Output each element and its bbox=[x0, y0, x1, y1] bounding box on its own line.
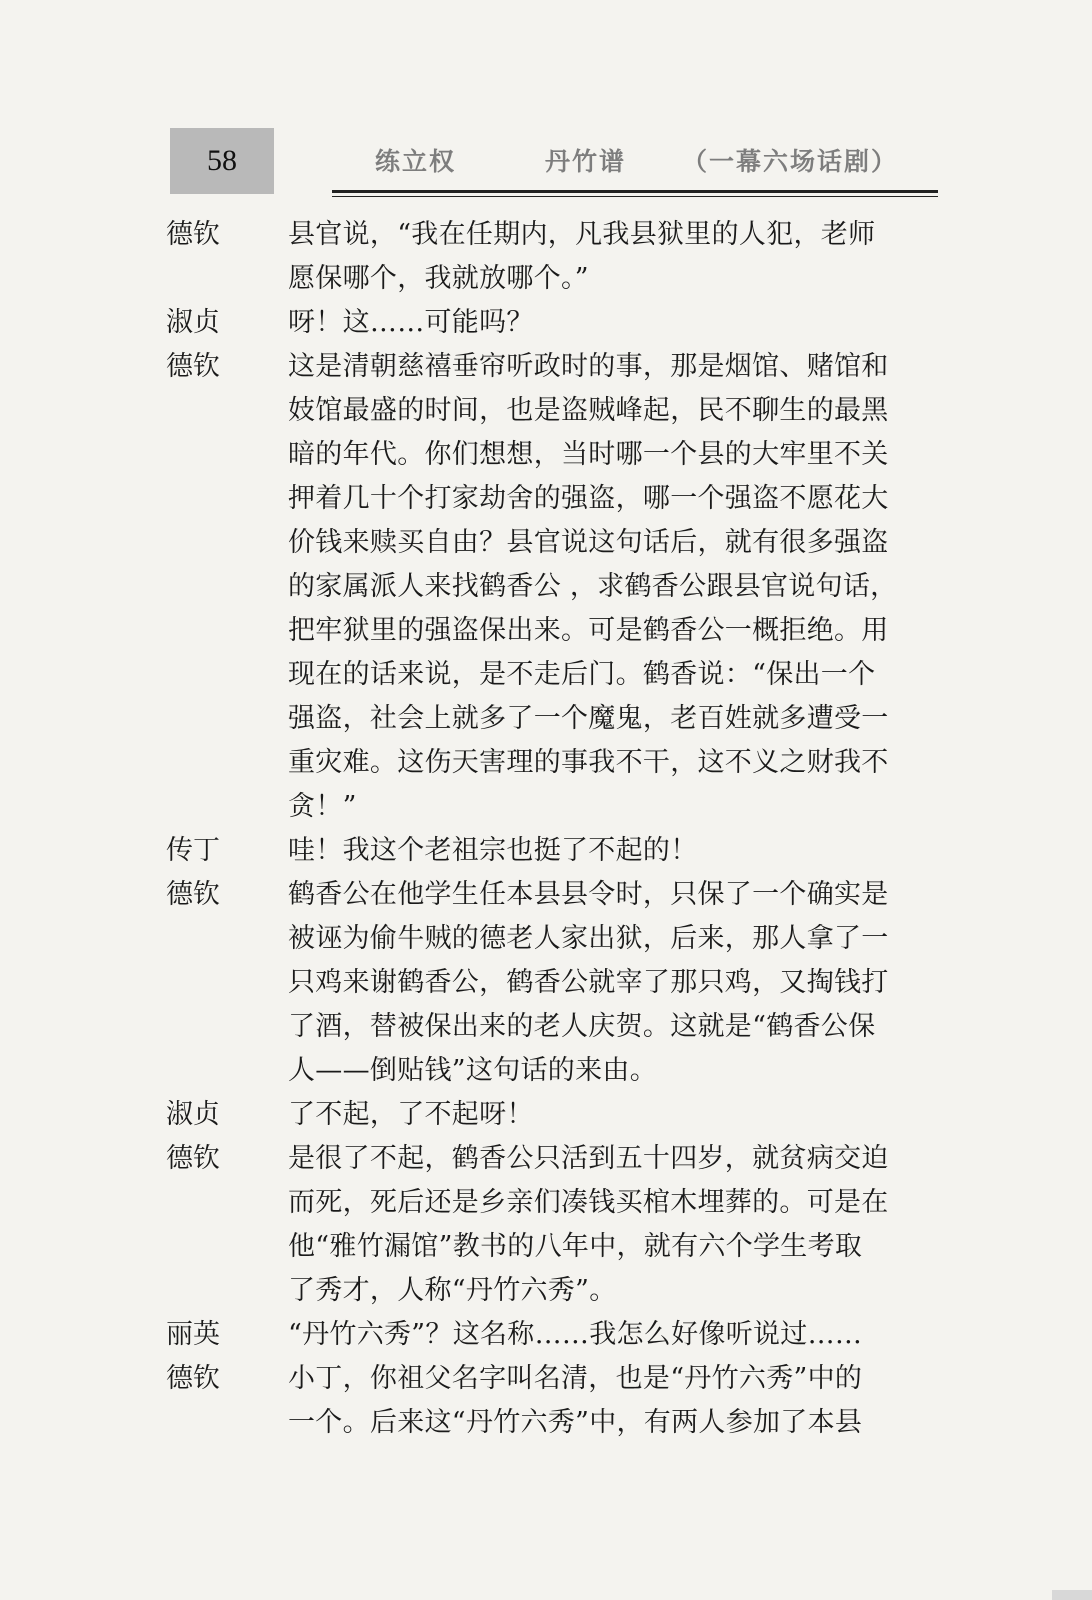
script-line bbox=[166, 785, 946, 829]
line-text: 押着几十个打家劫舍的强盗，哪一个强盗不愿花大 bbox=[288, 483, 889, 514]
script-line bbox=[166, 1049, 946, 1093]
speaker-name: 德钦 bbox=[166, 879, 220, 910]
script-line bbox=[166, 345, 946, 389]
line-text: 小丁，你祖父名字叫名清，也是“丹竹六秀”中的 bbox=[288, 1363, 863, 1394]
script-line bbox=[166, 477, 946, 521]
line-text: 的家属派人来找鹤香公 ，求鹤香公跟县官说句话， bbox=[288, 571, 898, 602]
script-body bbox=[166, 213, 946, 1445]
scan-edge bbox=[1052, 1590, 1092, 1600]
script-line bbox=[166, 1313, 946, 1357]
line-text: 暗的年代。你们想想，当时哪一个县的大牢里不关 bbox=[288, 439, 889, 470]
line-text: “丹竹六秀”？这名称……我怎么好像听说过…… bbox=[288, 1319, 863, 1350]
line-text: 哇！我这个老祖宗也挺了不起的！ bbox=[288, 835, 698, 866]
script-line bbox=[166, 741, 946, 785]
script-line bbox=[166, 1093, 946, 1137]
speaker-name: 德钦 bbox=[166, 1143, 220, 1174]
line-text: 是很了不起，鹤香公只活到五十四岁，就贫病交迫 bbox=[288, 1143, 889, 1174]
line-text: 了秀才，人称“丹竹六秀”。 bbox=[288, 1275, 617, 1306]
line-text: 贪！” bbox=[288, 791, 357, 822]
script-line bbox=[166, 521, 946, 565]
speaker-name: 淑贞 bbox=[166, 307, 220, 338]
line-text: 现在的话来说，是不走后门。鹤香说：“保出一个 bbox=[288, 659, 876, 690]
line-text: 了酒，替被保出来的老人庆贺。这就是“鹤香公保 bbox=[288, 1011, 876, 1042]
line-text: 他“雅竹漏馆”教书的八年中，就有六个学生考取 bbox=[288, 1231, 863, 1262]
script-line bbox=[166, 829, 946, 873]
script-line bbox=[166, 1269, 946, 1313]
line-text: 价钱来赎买自由？县官说这句话后，就有很多强盗 bbox=[288, 527, 889, 558]
script-line bbox=[166, 213, 946, 257]
line-text: 鹤香公在他学生任本县县令时，只保了一个确实是 bbox=[288, 879, 889, 910]
script-line bbox=[166, 873, 946, 917]
script-line bbox=[166, 1005, 946, 1049]
line-text: 重灾难。这伤天害理的事我不干，这不义之财我不 bbox=[288, 747, 889, 778]
script-line bbox=[166, 257, 946, 301]
header-author: 练立权 bbox=[375, 147, 457, 176]
script-line bbox=[166, 1225, 946, 1269]
script-line bbox=[166, 1401, 946, 1445]
line-text: 人——倒贴钱”这句话的来由。 bbox=[288, 1055, 658, 1086]
script-line bbox=[166, 1357, 946, 1401]
line-text: 把牢狱里的强盗保出来。可是鹤香公一概拒绝。用 bbox=[288, 615, 889, 646]
script-line bbox=[166, 917, 946, 961]
header-rule-thin bbox=[332, 196, 938, 197]
speaker-name: 丽英 bbox=[166, 1319, 220, 1350]
line-text: 这是清朝慈禧垂帘听政时的事，那是烟馆、赌馆和 bbox=[288, 351, 889, 382]
script-line bbox=[166, 697, 946, 741]
line-text: 愿保哪个，我就放哪个。” bbox=[288, 263, 589, 294]
line-text: 而死，死后还是乡亲们凑钱买棺木埋葬的。可是在 bbox=[288, 1187, 889, 1218]
speaker-name: 德钦 bbox=[166, 1363, 220, 1394]
speaker-name: 德钦 bbox=[166, 219, 220, 250]
page-number: 58 bbox=[170, 128, 274, 194]
line-text: 呀！这……可能吗？ bbox=[288, 307, 534, 338]
script-line bbox=[166, 609, 946, 653]
speaker-name: 淑贞 bbox=[166, 1099, 220, 1130]
script-line bbox=[166, 433, 946, 477]
speaker-name: 德钦 bbox=[166, 351, 220, 382]
script-line bbox=[166, 1137, 946, 1181]
script-line bbox=[166, 653, 946, 697]
speaker-name: 传丁 bbox=[166, 835, 220, 866]
script-line bbox=[166, 565, 946, 609]
line-text: 一个。后来这“丹竹六秀”中，有两人参加了本县 bbox=[288, 1407, 863, 1438]
line-text: 只鸡来谢鹤香公，鹤香公就宰了那只鸡，又掏钱打 bbox=[288, 967, 889, 998]
running-header bbox=[330, 138, 940, 182]
header-work-title: 丹竹谱 bbox=[545, 147, 627, 176]
line-text: 强盗，社会上就多了一个魔鬼，老百姓就多遭受一 bbox=[288, 703, 889, 734]
line-text: 妓馆最盛的时间，也是盗贼峰起，民不聊生的最黑 bbox=[288, 395, 889, 426]
line-text: 县官说，“我在任期内，凡我县狱里的人犯，老师 bbox=[288, 219, 876, 250]
line-text: 了不起，了不起呀！ bbox=[288, 1099, 534, 1130]
script-line bbox=[166, 1181, 946, 1225]
header-rule-thick bbox=[332, 190, 938, 193]
line-text: 被诬为偷牛贼的德老人家出狱，后来，那人拿了一 bbox=[288, 923, 889, 954]
header-subtitle: （一幕六场话剧） bbox=[682, 147, 899, 176]
script-line bbox=[166, 301, 946, 345]
script-line bbox=[166, 389, 946, 433]
script-line bbox=[166, 961, 946, 1005]
